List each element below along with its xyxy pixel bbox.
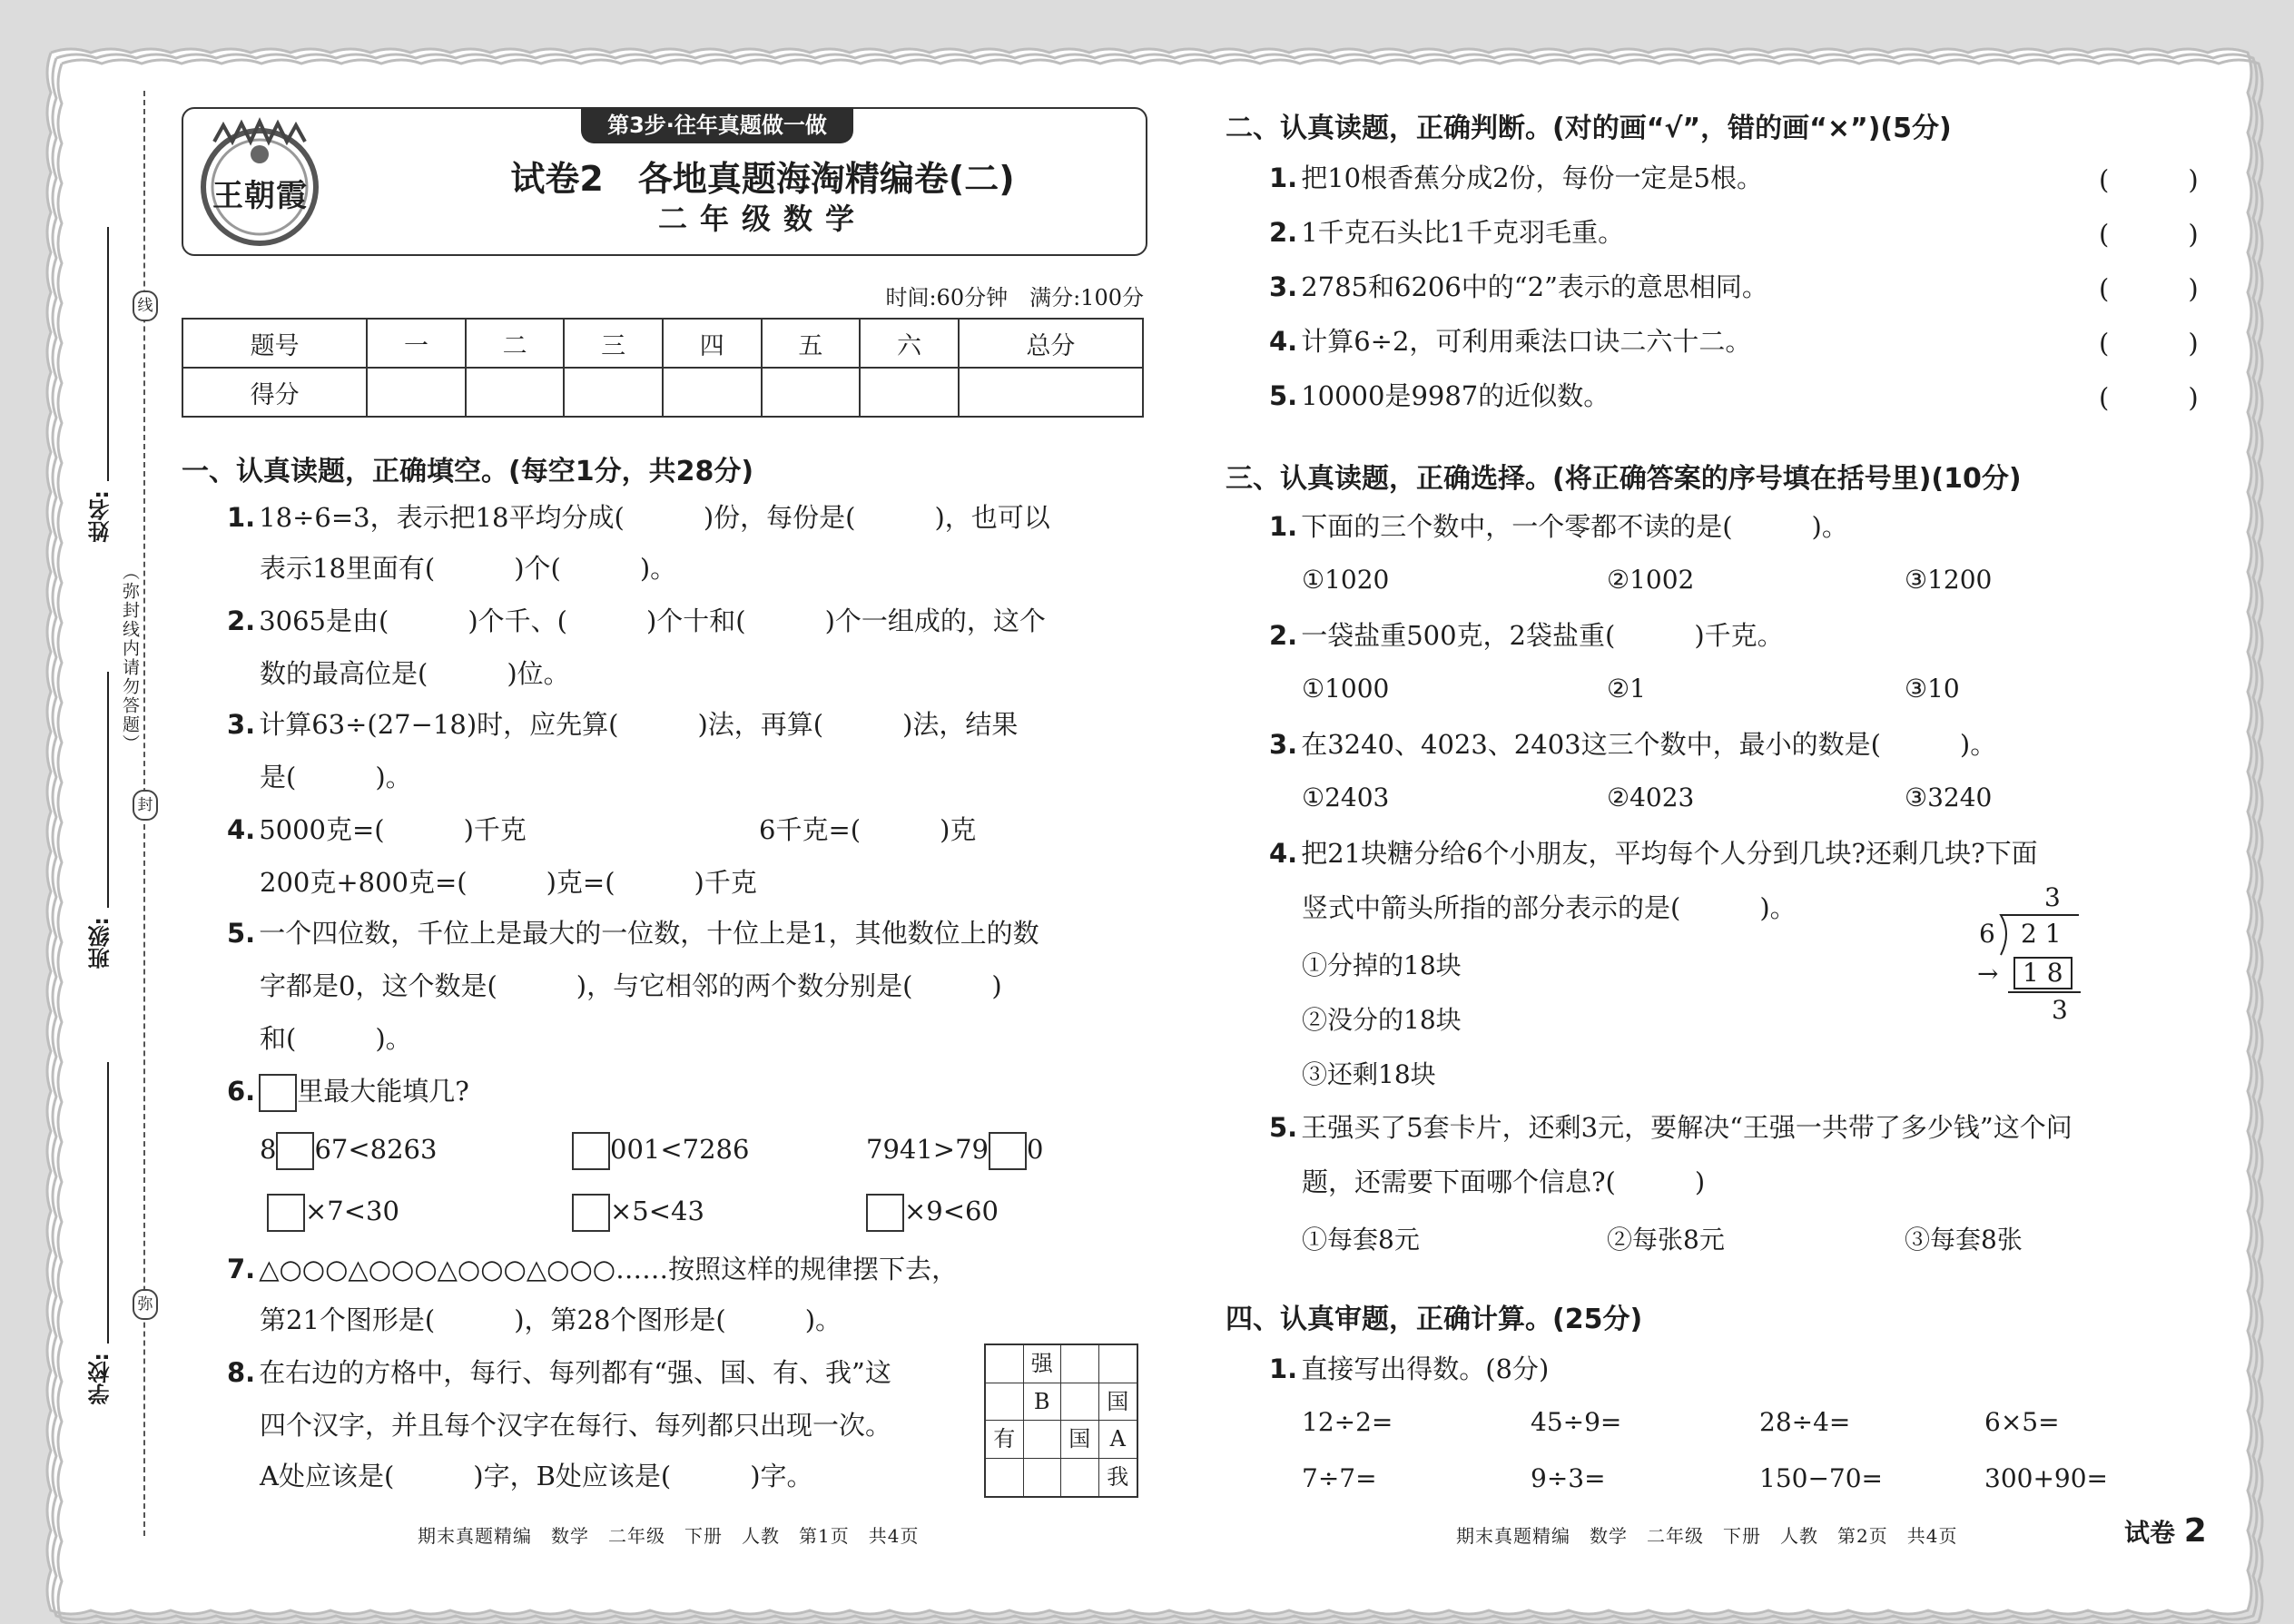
- option[interactable]: ③每套8张: [1905, 1225, 2023, 1255]
- s1-q6-item6: [866, 1193, 999, 1232]
- grid-cell: [1061, 1345, 1099, 1383]
- step-tab: 第3步·往年真题做一做: [581, 107, 853, 143]
- division-quotient: 3: [2044, 882, 2061, 912]
- option[interactable]: ①1000: [1302, 674, 1390, 704]
- school-field[interactable]: [82, 1353, 118, 1411]
- q-num: 4.: [1269, 326, 1298, 357]
- name-field[interactable]: [82, 490, 118, 548]
- judge-answer[interactable]: ( ): [2099, 219, 2199, 250]
- q6-text: 7941>79: [866, 1134, 989, 1165]
- calc-item: 300+90=: [1984, 1463, 2108, 1493]
- judge-answer[interactable]: ( ): [2099, 273, 2199, 304]
- s1-q7-text: △○○○△○○○△○○○△○○○……按照这样的规律摆下去，: [259, 1254, 959, 1284]
- paper-subtitle: 二年级数学: [657, 202, 867, 236]
- footer-left: 期末真题精编 数学 二年级 下册 人教 第1页 共4页: [418, 1525, 920, 1547]
- s1-q2-line2: 数的最高位是( )位。: [260, 658, 570, 689]
- score-table-header-row: [182, 319, 1143, 368]
- grid-cell: A: [1099, 1421, 1137, 1459]
- q-num: 1.: [1269, 1353, 1298, 1384]
- option[interactable]: ①分掉的18块: [1302, 950, 1462, 980]
- s3-q1-text: 下面的三个数中，一个零都不读的是( )。: [1301, 511, 1848, 542]
- q6-text: 8: [260, 1134, 277, 1165]
- score-table-score-row: [182, 368, 1143, 417]
- s1-q6-item4: [267, 1193, 399, 1232]
- s1-q3-line1: [227, 706, 1018, 743]
- answer-box[interactable]: [989, 1132, 1027, 1170]
- q-num: 3.: [1269, 729, 1298, 760]
- class-field[interactable]: [82, 917, 118, 975]
- s1-q6-item2: [572, 1131, 749, 1170]
- q-num: 5.: [227, 918, 256, 949]
- option[interactable]: ②每张8元: [1607, 1225, 1725, 1255]
- score-cell: 五: [762, 319, 861, 368]
- s1-q4-line1b: 6千克=( )克: [759, 814, 977, 845]
- s2-item-text: 1千克石头比1千克羽毛重。: [1301, 217, 1625, 248]
- class-label: 班级:: [87, 917, 113, 969]
- q-num: 1.: [1269, 162, 1298, 193]
- division-divisor: 6: [1979, 919, 1995, 949]
- s1-q5-line2: 字都是0，这个数是( )，与它相邻的两个数分别是( ): [260, 970, 1002, 1001]
- grid-cell: [1099, 1345, 1137, 1383]
- division-product: 1 8: [2013, 957, 2072, 989]
- s2-item: [1269, 160, 1763, 196]
- s2-item: [1269, 269, 1768, 305]
- q6-text: 001<7286: [610, 1134, 750, 1165]
- school-line: [107, 1062, 109, 1343]
- section1-title: 一、认真读题，正确填空。(每空1分，共28分): [182, 456, 754, 487]
- q-num: 3.: [1269, 271, 1298, 302]
- s2-item: [1269, 323, 1751, 359]
- s1-q6-text: 里最大能填几?: [297, 1076, 469, 1107]
- logo-text: 王朝霞: [212, 178, 308, 214]
- division-line: [2008, 991, 2081, 993]
- score-table: [182, 318, 1144, 418]
- s1-q7-line1: [227, 1251, 958, 1287]
- footer-right: 期末真题精编 数学 二年级 下册 人教 第2页 共4页: [1456, 1525, 1958, 1547]
- score-cell: 六: [860, 319, 959, 368]
- s2-item-text: 2785和6206中的“2”表示的意思相同。: [1301, 271, 1768, 302]
- binding-warning: （弥封线内请勿答题）: [120, 563, 140, 753]
- s1-q4-line1: [227, 812, 527, 848]
- calc-item: 28÷4=: [1759, 1407, 1851, 1437]
- score-input-cell[interactable]: [367, 368, 466, 417]
- s1-q6-item5: [572, 1193, 704, 1232]
- s3-q4-text: 把21块糖分给6个小朋友，平均每个人分到几块?还剩几块?下面: [1301, 838, 2038, 869]
- answer-box[interactable]: [866, 1194, 904, 1232]
- grid-cell: 国: [1061, 1421, 1099, 1459]
- judge-answer[interactable]: ( ): [2099, 328, 2199, 359]
- section4-title: 四、认真审题，正确计算。(25分): [1226, 1304, 1643, 1335]
- class-line: [107, 672, 109, 908]
- s1-q1-line2: 表示18里面有( )个( )。: [260, 553, 677, 584]
- judge-answer[interactable]: ( ): [2099, 382, 2199, 413]
- footer-label: [2124, 1512, 2207, 1550]
- grid-cell: [1061, 1459, 1099, 1497]
- s1-q5-line3: 和( )。: [260, 1023, 412, 1054]
- grid-cell: B: [1024, 1383, 1062, 1422]
- grid-cell: [986, 1459, 1024, 1497]
- q-num: 5.: [1269, 1112, 1298, 1143]
- q6-text: 0: [1027, 1134, 1044, 1165]
- s1-q1-line1: [227, 499, 1050, 536]
- q6-text: ×9<60: [904, 1196, 999, 1226]
- calc-item: 12÷2=: [1302, 1407, 1393, 1437]
- s2-item-text: 10000是9987的近似数。: [1301, 380, 1610, 411]
- grid-cell: [1024, 1421, 1062, 1459]
- q-num: 1.: [1269, 511, 1298, 542]
- q6-text: ×7<30: [305, 1196, 399, 1226]
- name-label: 姓名:: [87, 490, 113, 543]
- q-num: 4.: [227, 814, 256, 845]
- grid-cell: [1024, 1459, 1062, 1497]
- character-grid: [984, 1343, 1138, 1498]
- grid-cell: [986, 1383, 1024, 1422]
- grid-cell: [1061, 1383, 1099, 1422]
- score-input-cell[interactable]: [564, 368, 663, 417]
- score-input-cell[interactable]: [860, 368, 959, 417]
- school-label: 学校:: [87, 1353, 113, 1405]
- option[interactable]: ③10: [1905, 674, 1960, 704]
- section2-title: 二、认真读题，正确判断。(对的画“√”，错的画“×”)(5分): [1226, 113, 1952, 144]
- s1-q7-line2: 第21个图形是( )，第28个图形是( )。: [260, 1304, 842, 1335]
- calc-item: 9÷3=: [1531, 1463, 1606, 1493]
- calc-item: 45÷9=: [1531, 1407, 1622, 1437]
- time-score: 时间:60分钟 满分:100分: [885, 285, 1144, 310]
- binding-mark-xian: 线: [133, 290, 158, 321]
- option[interactable]: ③3240: [1905, 782, 1993, 812]
- score-cell: 题号: [182, 319, 367, 368]
- s2-item: [1269, 214, 1624, 251]
- answer-box[interactable]: [572, 1194, 610, 1232]
- footer-label-text: 试卷: [2124, 1518, 2176, 1548]
- score-cell: 得分: [182, 368, 367, 417]
- paper-title: 试卷2 各地真题海淘精编卷(二): [510, 159, 1015, 199]
- judge-answer[interactable]: ( ): [2099, 164, 2199, 195]
- s1-q8-text: 在右边的方格中，每行、每列都有“强、国、有、我”这: [259, 1357, 891, 1388]
- s3-q3: [1269, 726, 1996, 763]
- name-line: [107, 227, 109, 481]
- s4-q1-text: 直接写出得数。(8分): [1301, 1353, 1550, 1384]
- grid-cell: 有: [986, 1421, 1024, 1459]
- answer-box[interactable]: [276, 1132, 314, 1170]
- division-remainder: 3: [2052, 995, 2068, 1025]
- grid-cell: [986, 1345, 1024, 1383]
- section3-title: 三、认真读题，正确选择。(将正确答案的序号填在括号里)(10分): [1226, 463, 2022, 495]
- q-num: 1.: [227, 502, 256, 533]
- option[interactable]: ③还剩18块: [1302, 1059, 1436, 1089]
- s2-item-text: 计算6÷2，可利用乘法口诀二六十二。: [1301, 326, 1752, 357]
- s1-q5-line1: [227, 915, 1039, 951]
- answer-box[interactable]: [259, 1074, 297, 1112]
- grid-cell: 我: [1107, 1463, 1129, 1490]
- s4-q1: [1269, 1351, 1549, 1387]
- arrow-icon: →: [1977, 959, 1999, 989]
- score-cell: 四: [663, 319, 762, 368]
- s3-q5-line2: 题，还需要下面哪个信息?( ): [1302, 1166, 1706, 1197]
- s1-q8-line1: [227, 1354, 891, 1391]
- q6-text: 67<8263: [314, 1134, 438, 1165]
- s1-q2-line1: [227, 603, 1046, 639]
- s1-q6-line1: [227, 1073, 469, 1112]
- s1-q4-line2: 200克+800克=( )克=( )千克: [260, 867, 757, 898]
- answer-box[interactable]: [572, 1132, 610, 1170]
- option[interactable]: ①2403: [1302, 782, 1390, 812]
- s1-q6-item3: [866, 1131, 1043, 1170]
- s3-q4-line2: 竖式中箭头所指的部分表示的是( )。: [1302, 892, 1797, 923]
- s3-q2: [1269, 617, 1784, 654]
- s3-q1: [1269, 508, 1848, 545]
- option[interactable]: ③1200: [1905, 565, 1993, 595]
- score-input-cell[interactable]: [959, 368, 1143, 417]
- q-num: 4.: [1269, 838, 1298, 869]
- s1-q5-text: 一个四位数，千位上是最大的一位数，十位上是1，其他数位上的数: [259, 918, 1039, 949]
- q-num: 3.: [227, 709, 256, 740]
- s1-q3-text: 计算63÷(27−18)时，应先算( )法，再算( )法，结果: [259, 709, 1019, 740]
- s2-item: [1269, 378, 1610, 414]
- s1-q4-text-a: 5000克=( )千克: [259, 814, 527, 845]
- q-num: 2.: [227, 605, 256, 636]
- s3-q5-text: 王强买了5套卡片，还剩3元，要解决“王强一共带了多少钱”这个问: [1301, 1112, 2072, 1143]
- q-num: 2.: [1269, 217, 1298, 248]
- s3-q3-text: 在3240、4023、2403这三个数中，最小的数是( )。: [1301, 729, 1997, 760]
- grid-cell: 强: [1024, 1345, 1062, 1383]
- score-cell: 总分: [959, 319, 1143, 368]
- s1-q8-line3: A处应该是( )字，B处应该是( )字。: [260, 1461, 813, 1491]
- score-input-cell[interactable]: [466, 368, 565, 417]
- q-num: 6.: [227, 1076, 256, 1107]
- calc-item: 6×5=: [1984, 1407, 2060, 1437]
- calc-item: 150−70=: [1759, 1463, 1883, 1493]
- option[interactable]: ①1020: [1302, 565, 1390, 595]
- option[interactable]: ①每套8元: [1302, 1225, 1420, 1255]
- s1-q1-text: 18÷6=3，表示把18平均分成( )份，每份是( )，也可以: [259, 502, 1050, 533]
- score-cell: 一: [367, 319, 466, 368]
- s1-q6-item1: [260, 1131, 437, 1170]
- answer-box[interactable]: [267, 1194, 305, 1232]
- calc-item: 7÷7=: [1302, 1463, 1377, 1493]
- option[interactable]: ②4023: [1607, 782, 1695, 812]
- s3-q2-text: 一袋盐重500克，2袋盐重( )千克。: [1301, 620, 1784, 651]
- score-cell: 三: [564, 319, 663, 368]
- option[interactable]: ②1: [1607, 674, 1646, 704]
- footer-number: 2: [2183, 1512, 2207, 1550]
- s1-q2-text: 3065是由( )个千、( )个十和( )个一组成的，这个: [259, 605, 1046, 636]
- s1-q3-line2: 是( )。: [260, 762, 412, 792]
- division-dividend: 2 1: [2021, 919, 2062, 949]
- s1-q8-line2: 四个汉字，并且每个汉字在每行、每列都只出现一次。: [260, 1410, 892, 1441]
- q-num: 2.: [1269, 620, 1298, 651]
- q-num: 8.: [227, 1357, 256, 1388]
- q-num: 7.: [227, 1254, 256, 1284]
- s3-q4-line1: [1269, 835, 2038, 871]
- score-input-cell[interactable]: [663, 368, 762, 417]
- grid-cell: 国: [1099, 1383, 1137, 1422]
- score-input-cell[interactable]: [762, 368, 861, 417]
- q-num: 5.: [1269, 380, 1298, 411]
- s3-q5-line1: [1269, 1109, 2072, 1146]
- option[interactable]: ②没分的18块: [1302, 1005, 1462, 1035]
- s2-item-text: 把10根香蕉分成2份，每份一定是5根。: [1301, 162, 1764, 193]
- q6-text: ×5<43: [610, 1196, 704, 1226]
- option[interactable]: ②1002: [1607, 565, 1695, 595]
- binding-mark-mi: 弥: [133, 1289, 158, 1320]
- score-cell: 二: [466, 319, 565, 368]
- binding-mark-feng: 封: [133, 790, 158, 821]
